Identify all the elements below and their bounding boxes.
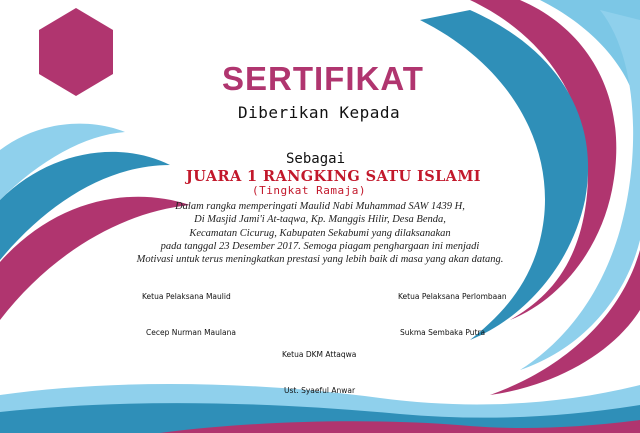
as-label: Sebagai	[286, 151, 346, 167]
center-signatory-name: Ust. Syaeful Anwar	[284, 386, 356, 395]
body-line: pada tanggal 23 Desember 2017. Semoga piagam penghargaan ini menjadi	[160, 240, 480, 252]
body-line: Kecamatan Cicurug, Kabupaten Sekabumi yang dilaksanakan	[189, 227, 451, 239]
certificate-body	[0, 200, 640, 266]
right-signatory-name: Sukma Sembaka Putra	[400, 328, 486, 337]
hexagon-shape	[39, 8, 113, 96]
body-line: Motivasi untuk terus meningkatkan prestasi yang lebih baik di masa yang akan datang.	[136, 254, 504, 266]
right-signatory-role: Ketua Pelaksana Perlombaan	[398, 292, 507, 301]
left-signatory-role: Ketua Pelaksana Maulid	[142, 292, 231, 301]
body-line: Dalam rangka memperingati Maulid Nabi Muhammad SAW 1439 H,	[175, 201, 465, 212]
certificate-title: SERTIFIKAT	[222, 60, 424, 97]
body-line: Di Masjid Jami'i At-taqwa, Kp. Manggis Hilir, Desa Benda,	[194, 214, 446, 226]
center-signatory-role: Ketua DKM Attaqwa	[282, 350, 357, 359]
left-signatory-name: Cecep Nurman Maulana	[146, 328, 236, 337]
given-to-label: Diberikan Kepada	[238, 103, 401, 122]
award-title: JUARA 1 RANGKING SATU ISLAMI	[186, 168, 481, 185]
award-level: (Tingkat Ramaja)	[252, 184, 366, 197]
